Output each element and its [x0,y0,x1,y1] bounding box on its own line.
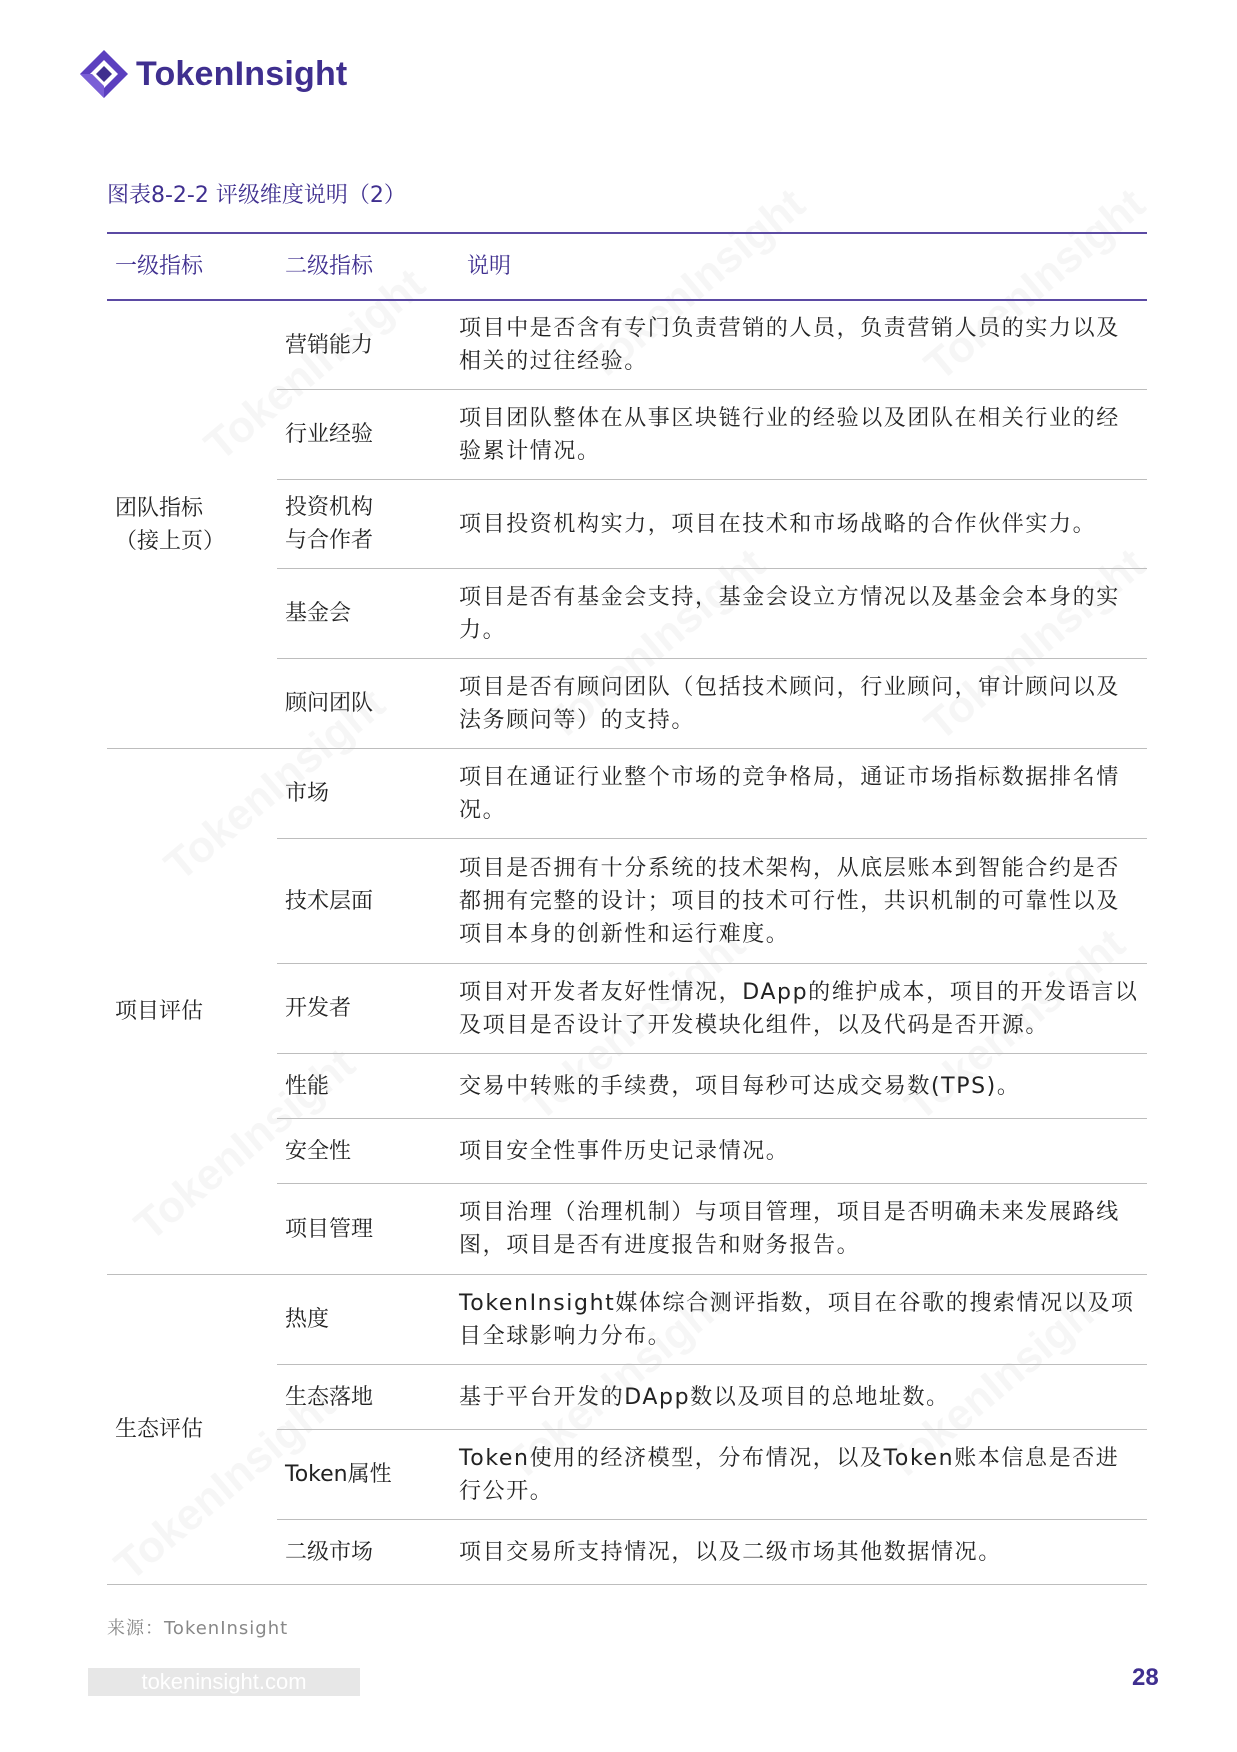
header-level2: 二级指标 [285,254,374,279]
row-description: 项目交易所支持情况，以及二级市场其他数据情况。 [459,1539,1002,1565]
row-name: 顾问团队 [285,691,374,716]
row-name: 市场 [285,781,330,806]
row-description: 项目是否拥有十分系统的技术架构，从底层账本到智能合约是否都拥有完整的设计；项目的技术可行性，共识机制的可靠性以及项目本身的创新性和运行难度。 [459,855,1120,947]
row-name: 热度 [285,1307,330,1332]
table-row [277,659,1147,748]
table-row [277,1365,1147,1430]
row-description: 项目团队整体在从事区块链行业的经验以及团队在相关行业的经验累计情况。 [459,405,1120,464]
row-description: 项目投资机构实力，项目在技术和市场战略的合作伙伴实力。 [459,511,1097,537]
table-row [277,839,1147,964]
page-number: 28 [1132,1664,1159,1691]
table-row [277,1054,1147,1119]
tokeninsight-logo-icon [78,48,130,100]
row-name: 投资机构 与合作者 [285,495,374,553]
table-group-team [107,301,1147,749]
rating-dimension-table [107,232,1147,1585]
row-description: TokenInsight媒体综合测评指数，项目在谷歌的搜索情况以及项目全球影响力分布。 [459,1290,1135,1349]
row-description: 项目中是否含有专门负责营销的人员，负责营销人员的实力以及相关的过往经验。 [459,316,1120,374]
row-description: 项目安全性事件历史记录情况。 [459,1138,790,1164]
table-row [277,1119,1147,1184]
row-name: 生态落地 [285,1384,374,1410]
table-row [277,480,1147,569]
group-label: 生态评估 [115,1417,204,1442]
row-name: 项目管理 [285,1216,374,1242]
row-description: 基于平台开发的DApp数以及项目的总地址数。 [459,1384,950,1410]
table-row [277,1184,1147,1274]
row-description: Token使用的经济模型，分布情况，以及Token账本信息是否进行公开。 [459,1445,1120,1504]
table-row [277,1430,1147,1520]
footer-website-link[interactable]: tokeninsight.com [88,1668,360,1696]
table-group-project [107,749,1147,1275]
row-name: 营销能力 [285,332,374,358]
row-name: 性能 [285,1073,330,1099]
row-description: 项目是否有顾问团队（包括技术顾问，行业顾问，审计顾问以及法务顾问等）的支持。 [459,674,1120,733]
table-header [107,232,1147,301]
row-description: 交易中转账的手续费，项目每秒可达成交易数(TPS)。 [459,1073,1021,1099]
row-description: 项目对开发者友好性情况，DApp的维护成本，项目的开发语言以及项目是否设计了开发模块化组件，以及代码是否开源。 [459,979,1139,1038]
row-name: 开发者 [285,996,352,1021]
group-label: 团队指标 （接上页） [115,495,226,554]
row-name: 安全性 [285,1138,352,1164]
table-row [277,301,1147,390]
row-name: 行业经验 [285,422,374,447]
table-row [277,390,1147,480]
table-group-ecosystem [107,1275,1147,1585]
row-description: 项目在通证行业整个市场的竞争格局，通证市场指标数据排名情况。 [459,764,1120,823]
table-row [277,1520,1147,1584]
logo [78,48,347,100]
header-description: 说明 [467,254,512,279]
row-name: Token属性 [285,1462,392,1487]
figure-caption: 图表8-2-2 评级维度说明（2） [107,183,406,208]
group-label: 项目评估 [115,999,204,1024]
row-name: 基金会 [285,601,352,626]
row-description: 项目是否有基金会支持，基金会设立方情况以及基金会本身的实力。 [459,584,1120,643]
logo-text: TokenInsight [136,54,348,93]
row-name: 二级市场 [285,1539,374,1565]
table-row [277,964,1147,1054]
table-row [277,749,1147,839]
row-description: 项目治理（治理机制）与项目管理，项目是否明确未来发展路线图，项目是否有进度报告和财务报告。 [459,1200,1120,1258]
row-name: 技术层面 [285,888,374,914]
source-note: 来源：TokenInsight [107,1618,289,1639]
table-row [277,569,1147,659]
header-level1: 一级指标 [115,254,204,279]
table-row [277,1275,1147,1365]
